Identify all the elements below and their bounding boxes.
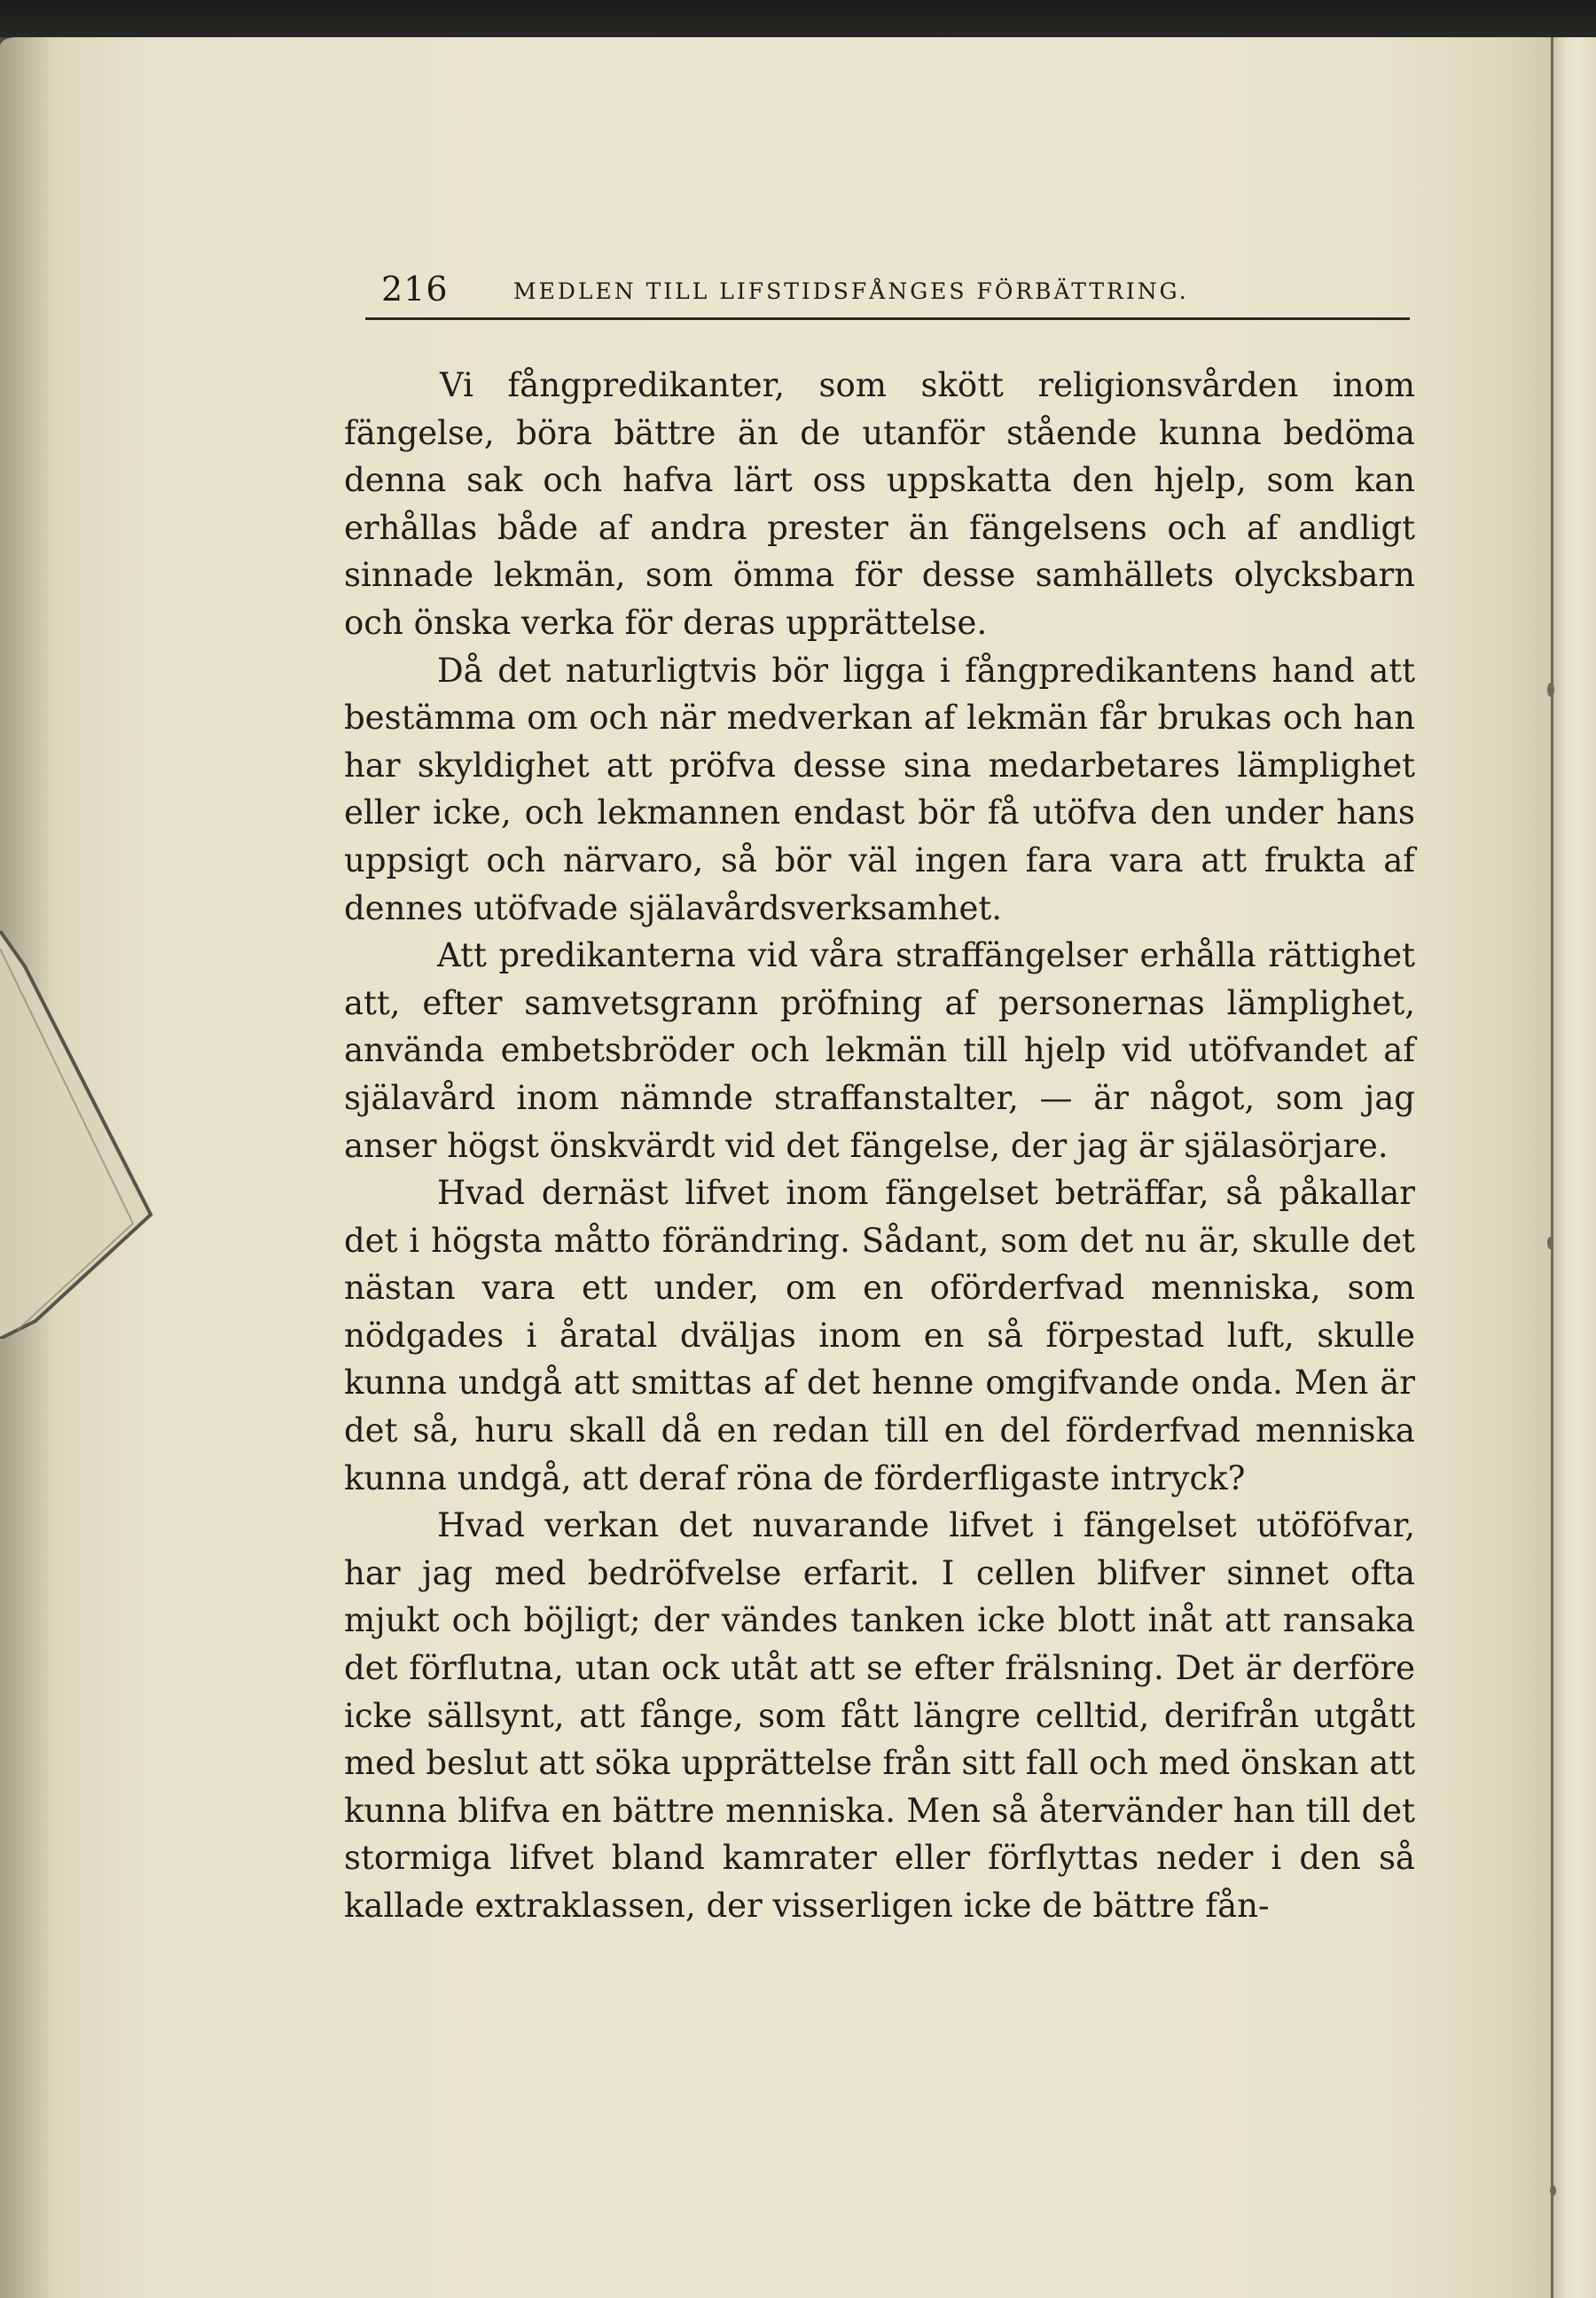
body-text (344, 362, 1415, 1930)
page-header (377, 266, 1410, 319)
ink-spot (1547, 683, 1554, 697)
page-edge (1551, 37, 1596, 2298)
paragraph: Hvad verkan det nuvarande lifvet i fängelset utöföfvar, har jag med bedröfvelse erfarit. I cellen blifver sinnet ofta mjukt och böjligt; der vändes tanken icke blott inåt att ransaka det förflutna, utan ock utåt att se efter frälsning. Det är derföre icke sällsynt, att fånge, som fått längre celltid, derifrån utgått med beslut att söka upprättelse från sitt fall och med önskan att kunna blifva en bättre menniska. Men så återvänder han till det stormiga lifvet bland kamrater eller förflyttas neder i den så kallade extraklassen, der visserligen icke de bättre fån- (344, 1506, 1415, 1925)
header-rule (365, 317, 1410, 320)
paragraph: Att predikanterna vid våra straffängelser erhålla rättighet att, efter samvetsgrann pröfning af personernas lämplighet, använda embetsbröder och lekmän till hjelp vid utöfvandet af själavård inom nämnde straffanstalter, — är något, som jag anser högst önskvärdt vid det fängelse, der jag är själasörjare. (344, 936, 1415, 1165)
page-number: 216 (381, 270, 449, 309)
paragraph: Hvad dernäst lifvet inom fängelset beträffar, så påkallar det i högsta måtto förändring. Sådant, som det nu är, skulle det nästan vara ett under, om en oförderfvad menniska, som nödgades i åratal dväljas inom en så förpestad luft, skulle kunna undgå att smittas af det henne omgifvande onda. Men är det så, huru skall då en redan till en del förderfvad menniska kunna undgå, att deraf röna de förderfligaste intryck? (344, 1174, 1415, 1497)
paragraph: Då det naturligtvis bör ligga i fångpredikantens hand att bestämma om och när medverkan af lekmän får brukas och han har skyldighet att pröfva desse sina medarbetares lämplighet eller icke, och lekmannen endast bör få utöfva den under hans uppsigt och närvaro, så bör väl ingen fara vara att frukta af dennes utöfvade själavårdsverksamhet. (344, 651, 1415, 927)
ink-spot (1547, 1237, 1553, 1249)
ink-spot (1550, 2185, 1556, 2196)
running-head: MEDLEN TILL LIFSTIDSFÅNGES FÖRBÄTTRING. (513, 278, 1189, 304)
bookmark-ribbon (0, 931, 168, 1339)
paragraph: Vi fångpredikanter, som skött religionsvården inom fängelse, böra bättre än de utanför stående kunna bedöma denna sak och hafva lärt oss uppskatta den hjelp, som kan erhållas både af andra prester än fängelsens och af andligt sinnade lekmän, som ömma för desse samhällets olycksbarn och önska verka för deras upprättelse. (344, 366, 1415, 642)
